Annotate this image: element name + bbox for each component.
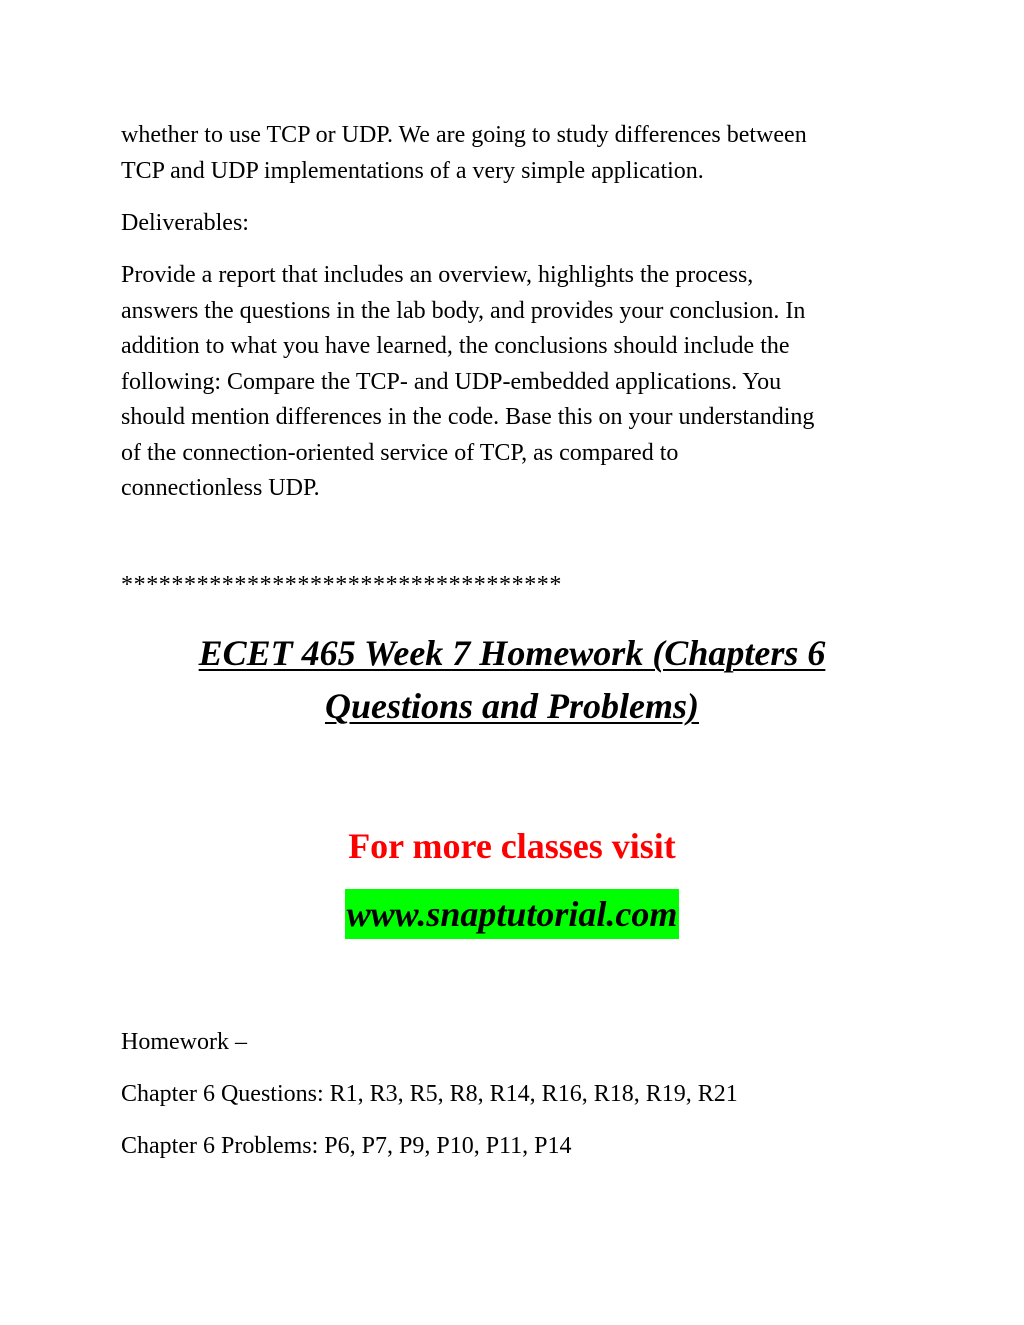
deliverables-label: Deliverables: [121, 210, 249, 236]
deliverables-line: answers the questions in the lab body, and provides your conclusion. In [121, 297, 806, 324]
title-line [0, 627, 1024, 680]
intro-line: whether to use TCP or UDP. We are going to study differences between [121, 122, 807, 148]
deliverables-line: Provide a report that includes an overview, highlights the process, [121, 262, 754, 288]
deliverables-line: following: Compare the TCP- and UDP-embedded applications. You [121, 368, 782, 395]
deliverables-line: addition to what you have learned, the conclusions should include the [121, 333, 790, 359]
deliverables-line: should mention differences in the code. Base this on your understanding [121, 404, 815, 430]
website-container [0, 889, 1024, 939]
title-line [0, 680, 1024, 733]
separator-stars: *********************************** [121, 572, 562, 598]
intro-paragraph [121, 118, 911, 189]
title-line-text: ECET 465 Week 7 Homework (Chapters 6 [198, 633, 826, 673]
chapter-problems: Chapter 6 Problems: P6, P7, P9, P10, P11, P14 [121, 1133, 572, 1159]
homework-label: Homework – [121, 1029, 247, 1055]
website-link[interactable]: www.snaptutorial.com [345, 889, 680, 939]
deliverables-line: of the connection-oriented service of TCP, as compared to [121, 439, 679, 466]
intro-line: TCP and UDP implementations of a very simple application. [121, 157, 704, 184]
chapter-questions: Chapter 6 Questions: R1, R3, R5, R8, R14, R16, R18, R19, R21 [121, 1081, 738, 1107]
page-title [0, 627, 1024, 733]
deliverables-paragraph [121, 258, 911, 507]
deliverables-line: connectionless UDP. [121, 475, 320, 501]
promo-text: For more classes visit [348, 826, 676, 866]
title-line-text: Questions and Problems) [324, 686, 700, 726]
